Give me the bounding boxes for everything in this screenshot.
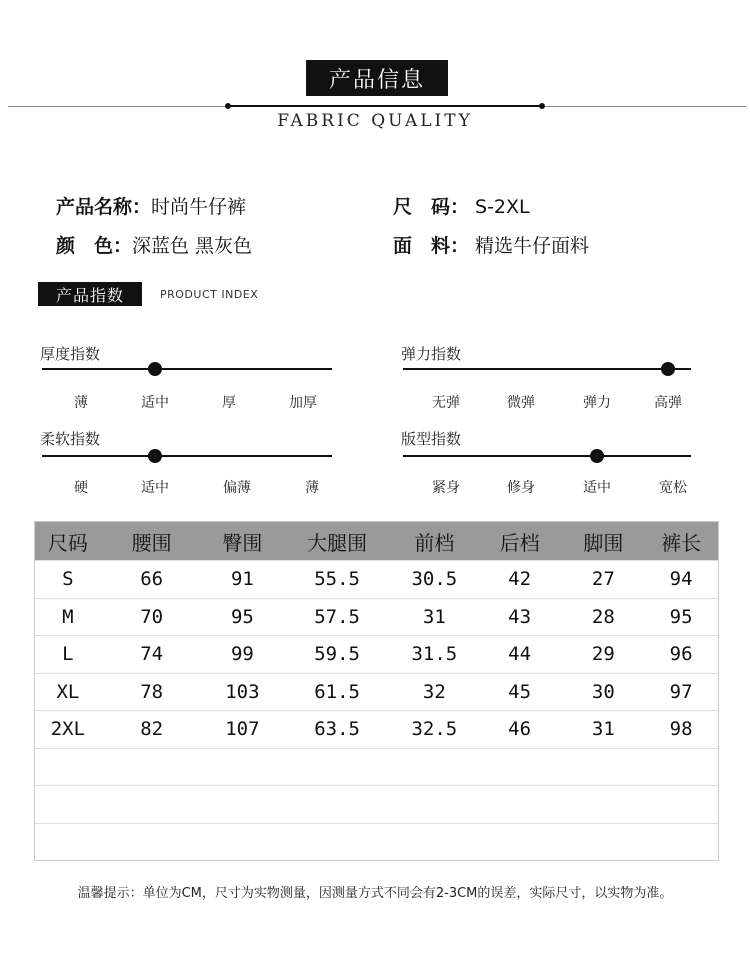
- table-cell: 95: [669, 605, 693, 628]
- table-cell: 91: [230, 568, 254, 591]
- size-label: 尺 码：: [393, 196, 470, 218]
- footer-note: 温馨提示：单位为CM，尺寸为实物测量，因测量方式不同会有2-3CM的误差，实际尺寸，以实物为准。: [77, 886, 673, 901]
- product-index-label-en: PRODUCT INDEX: [160, 288, 259, 301]
- table-cell: 95: [230, 605, 254, 628]
- table-cell: 63.5: [314, 718, 360, 741]
- slider-option: 宽松: [659, 480, 687, 496]
- table-cell: 29: [591, 643, 615, 666]
- slider-option: 薄: [305, 480, 319, 496]
- color-label: 颜 色：: [56, 235, 133, 257]
- table-cell: 45: [508, 680, 532, 703]
- size-row: [393, 192, 530, 219]
- table-cell: M: [62, 605, 74, 628]
- slider-knob-fit: [590, 449, 604, 463]
- table-cell: 55.5: [314, 568, 360, 591]
- slider-option: 适中: [583, 480, 611, 496]
- table-cell: 2XL: [50, 718, 86, 741]
- table-cell: 32.5: [411, 718, 458, 741]
- table-header-row: [35, 522, 718, 560]
- table-body: [35, 560, 718, 860]
- table-cell: L: [62, 643, 74, 666]
- table-cell: 31: [591, 718, 615, 741]
- divider-dot-right: [539, 103, 545, 109]
- table-cell: 27: [591, 568, 615, 591]
- size-value: S-2XL: [475, 196, 530, 218]
- slider-option: 弹力: [583, 395, 611, 411]
- table-cell: 30: [591, 680, 615, 703]
- slider-track-thickness: [42, 368, 332, 370]
- table-header-cell: 前档: [414, 530, 455, 555]
- slider-title-softness: 柔软指数: [40, 430, 101, 448]
- slider-option: 修身: [507, 480, 535, 496]
- table-cell: 46: [508, 718, 532, 741]
- table-cell: 31.5: [411, 643, 458, 666]
- color-row: [56, 231, 252, 258]
- product-name-row: [56, 192, 246, 219]
- table-row: [35, 823, 718, 861]
- section-title: 产品信息: [306, 60, 448, 96]
- slider-option: 无弹: [432, 395, 460, 411]
- table-cell: 59.5: [314, 643, 360, 666]
- divider-line-accent: [228, 105, 542, 107]
- table-row: [35, 560, 718, 598]
- table-cell: 82: [140, 718, 164, 741]
- slider-track-fit: [403, 455, 691, 457]
- table-header-cell: 腰围: [131, 530, 172, 555]
- table-cell: 42: [508, 568, 532, 591]
- slider-title-thickness: 厚度指数: [40, 345, 101, 363]
- table-cell: 103: [225, 680, 260, 703]
- slider-knob-thickness: [148, 362, 162, 376]
- slider-title-fit: 版型指数: [401, 430, 462, 448]
- slider-option: 硬: [74, 480, 88, 496]
- slider-option: 偏薄: [223, 480, 251, 496]
- slider-option: 薄: [74, 395, 88, 411]
- table-cell: S: [62, 568, 74, 591]
- fabric-row: [393, 231, 589, 258]
- table-cell: 28: [591, 605, 615, 628]
- table-cell: 94: [669, 568, 693, 591]
- size-table: [34, 521, 719, 861]
- slider-option: 厚: [222, 395, 236, 411]
- fabric-label: 面 料：: [393, 235, 470, 257]
- slider-option: 微弹: [507, 395, 535, 411]
- table-cell: 96: [669, 643, 693, 666]
- table-cell: 99: [230, 643, 254, 666]
- table-cell: 30.5: [411, 568, 458, 591]
- table-row: [35, 710, 718, 748]
- table-header-cell: 裤长: [661, 530, 702, 555]
- slider-option: 适中: [141, 480, 169, 496]
- table-cell: 78: [140, 680, 164, 703]
- table-cell: 57.5: [314, 605, 360, 628]
- table-header-cell: 大腿围: [307, 530, 368, 555]
- table-row: [35, 785, 718, 823]
- table-row: [35, 598, 718, 636]
- table-cell: 44: [508, 643, 532, 666]
- slider-option: 紧身: [432, 480, 460, 496]
- product-name-label: 产品名称：: [56, 196, 152, 218]
- table-cell: 97: [669, 680, 693, 703]
- table-header-cell: 臀围: [222, 530, 263, 555]
- table-cell: 61.5: [314, 680, 360, 703]
- slider-title-elasticity: 弹力指数: [401, 345, 462, 363]
- fabric-value: 精选牛仔面料: [475, 235, 590, 257]
- slider-knob-softness: [148, 449, 162, 463]
- table-cell: 31: [422, 605, 446, 628]
- slider-track-elasticity: [403, 368, 691, 370]
- product-name-value: 时尚牛仔裤: [151, 196, 247, 218]
- table-cell: 32: [422, 680, 446, 703]
- table-row: [35, 673, 718, 711]
- table-cell: 107: [225, 718, 260, 741]
- slider-option: 高弹: [654, 395, 682, 411]
- table-cell: 74: [140, 643, 164, 666]
- table-row: [35, 748, 718, 786]
- table-header-cell: 尺码: [47, 530, 88, 555]
- table-cell: 43: [508, 605, 532, 628]
- table-row: [35, 635, 718, 673]
- section-subtitle: FABRIC QUALITY: [277, 111, 473, 131]
- table-header-cell: 脚围: [583, 530, 624, 555]
- slider-option: 适中: [141, 395, 169, 411]
- table-cell: 70: [140, 605, 164, 628]
- product-index-label: 产品指数: [38, 282, 142, 306]
- table-cell: XL: [56, 680, 80, 703]
- color-value: 深蓝色 黑灰色: [132, 235, 253, 257]
- table-cell: 66: [140, 568, 164, 591]
- divider-dot-left: [225, 103, 231, 109]
- table-header-cell: 后档: [499, 530, 540, 555]
- table-cell: 98: [669, 718, 693, 741]
- slider-track-softness: [42, 455, 332, 457]
- slider-option: 加厚: [289, 395, 317, 411]
- slider-knob-elasticity: [661, 362, 675, 376]
